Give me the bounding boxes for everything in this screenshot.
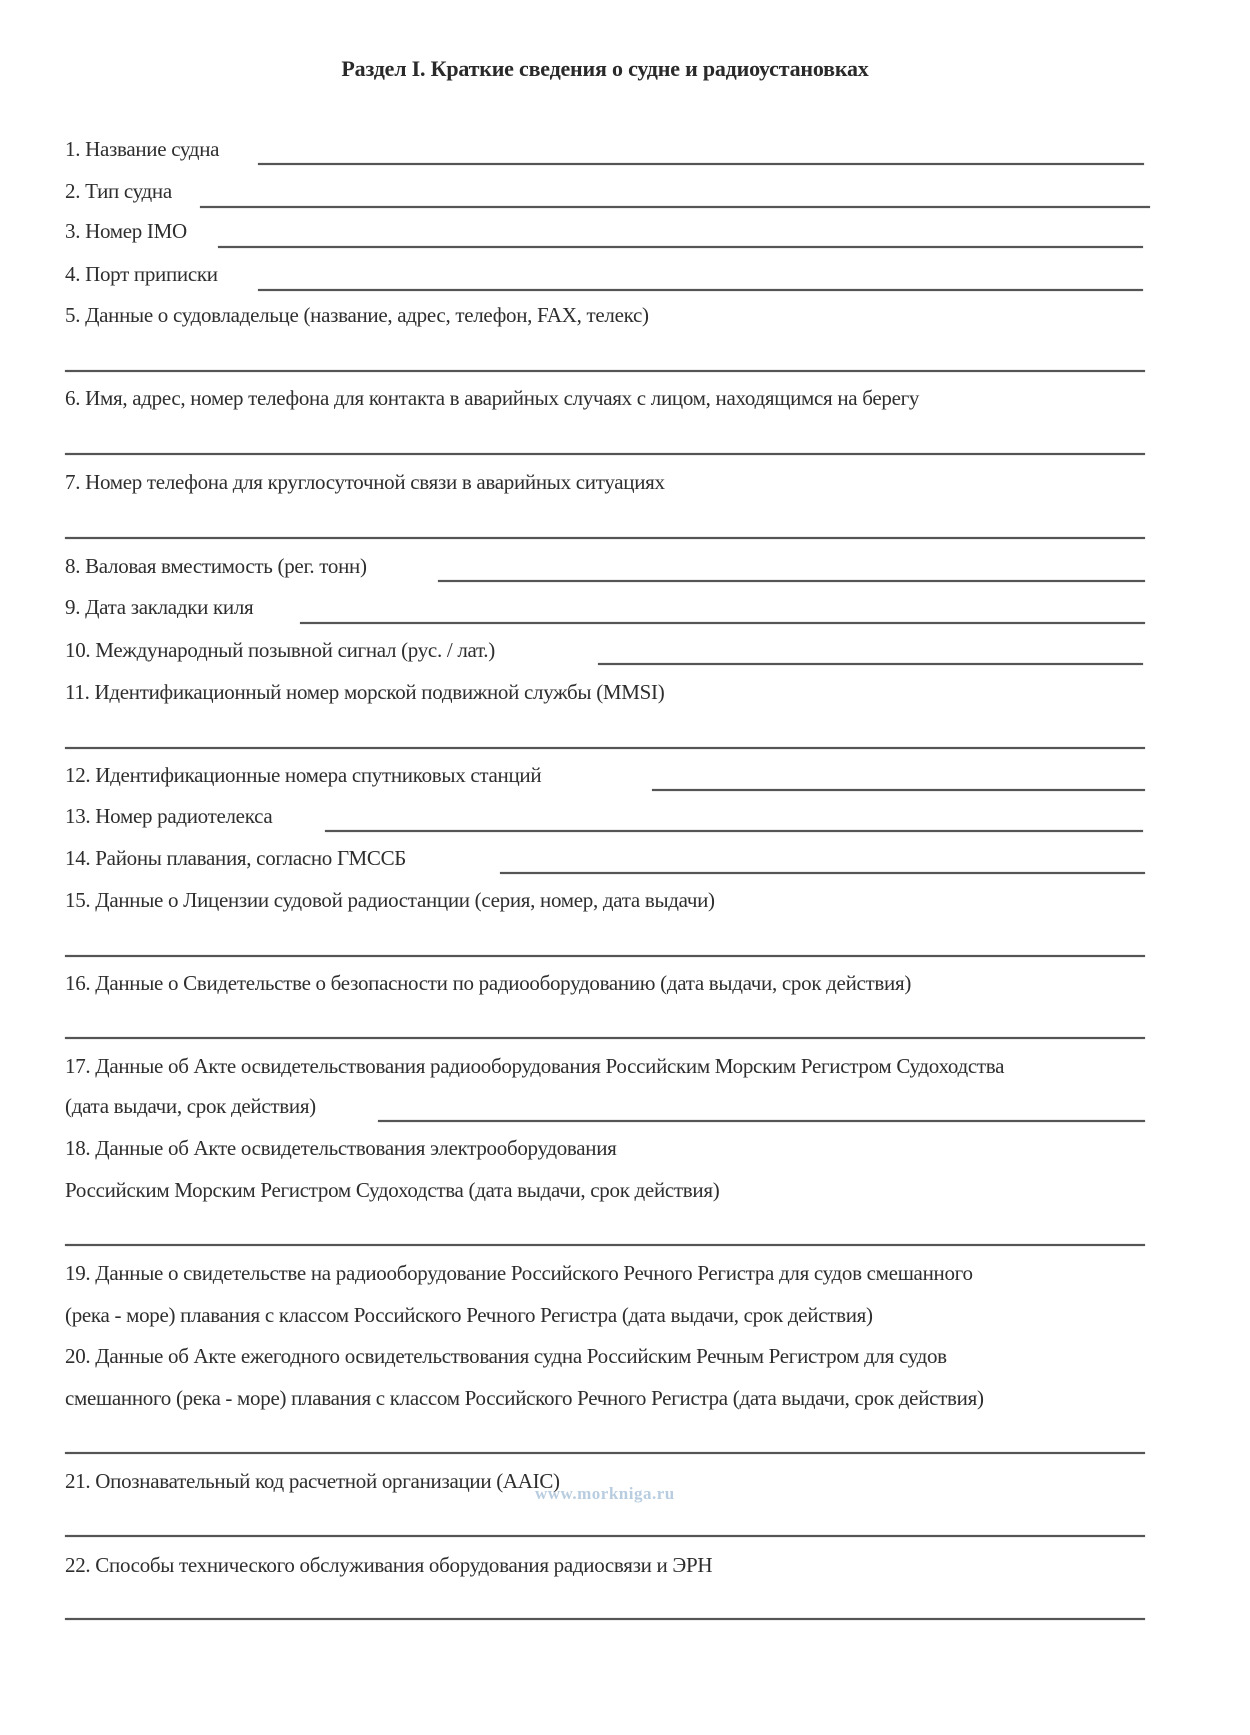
field-11-label: 11. Идентификационный номер морской подвижной службы (MMSI) xyxy=(65,680,665,704)
field-4-input-line[interactable] xyxy=(258,289,1143,291)
field-21-input-line[interactable] xyxy=(65,1535,1145,1537)
field-14-label: 14. Районы плавания, согласно ГМССБ xyxy=(65,846,407,870)
field-2-input-line[interactable] xyxy=(200,206,1150,208)
field-4-label: 4. Порт приписки xyxy=(65,262,218,286)
field-3-input-line[interactable] xyxy=(218,246,1143,248)
field-8-input-line[interactable] xyxy=(438,580,1145,582)
field-6-label: 6. Имя, адрес, номер телефона для контакта в аварийных случаях с лицом, находящимся на берегу xyxy=(65,386,920,410)
field-6-input-line[interactable] xyxy=(65,453,1145,455)
field-7-input-line[interactable] xyxy=(65,537,1145,539)
field-18-label-line1: 18. Данные об Акте освидетельствования электрооборудования xyxy=(65,1136,617,1160)
field-12-input-line[interactable] xyxy=(652,789,1145,791)
section-title: Раздел I. Краткие сведения о судне и радиоустановках xyxy=(341,56,869,81)
watermark: www.morkniga.ru xyxy=(535,1484,675,1503)
field-10-input-line[interactable] xyxy=(598,663,1143,665)
field-9-input-line[interactable] xyxy=(300,622,1145,624)
field-8-label: 8. Валовая вместимость (рег. тонн) xyxy=(65,554,367,578)
field-17-label-line2: (дата выдачи, срок действия) xyxy=(65,1094,316,1118)
field-13-label: 13. Номер радиотелекса xyxy=(65,804,273,828)
field-20-label-line1: 20. Данные об Акте ежегодного освидетельствования судна Российским Речным Регистром для судов xyxy=(65,1344,947,1368)
field-5-input-line[interactable] xyxy=(65,370,1145,372)
field-18-input-line[interactable] xyxy=(65,1244,1145,1246)
field-20-input-line[interactable] xyxy=(65,1452,1145,1454)
field-17-input-line[interactable] xyxy=(378,1120,1145,1122)
field-19-label-line2: (река - море) плавания с классом Российского Речного Регистра (дата выдачи, срок действия) xyxy=(65,1303,873,1327)
field-22-input-line[interactable] xyxy=(65,1618,1145,1620)
field-5-label: 5. Данные о судовладельце (название, адрес, телефон, FAX, телекс) xyxy=(65,303,649,327)
field-15-input-line[interactable] xyxy=(65,955,1145,957)
field-13-input-line[interactable] xyxy=(325,830,1143,832)
field-9-label: 9. Дата закладки киля xyxy=(65,595,254,619)
field-20-label-line2: смешанного (река - море) плавания с классом Российского Речного Регистра (дата выдачи, срок действия) xyxy=(65,1386,984,1410)
field-12-label: 12. Идентификационные номера спутниковых станций xyxy=(65,763,542,787)
field-7-label: 7. Номер телефона для круглосуточной связи в аварийных ситуациях xyxy=(65,470,665,494)
field-1-input-line[interactable] xyxy=(258,163,1144,165)
field-11-input-line[interactable] xyxy=(65,747,1145,749)
field-3-label: 3. Номер IMO xyxy=(65,219,187,243)
field-16-label: 16. Данные о Свидетельстве о безопасности по радиооборудованию (дата выдачи, срок действия) xyxy=(65,971,912,995)
field-18-label-line2: Российским Морским Регистром Судоходства (дата выдачи, срок действия) xyxy=(65,1178,720,1202)
field-22-label: 22. Способы технического обслуживания оборудования радиосвязи и ЭРН xyxy=(65,1553,713,1577)
field-21-label: 21. Опознавательный код расчетной организации (AAIC) xyxy=(65,1469,560,1493)
field-14-input-line[interactable] xyxy=(500,872,1145,874)
field-10-label: 10. Международный позывной сигнал (рус. / лат.) xyxy=(65,638,495,662)
field-17-label-line1: 17. Данные об Акте освидетельствования радиооборудования Российским Морским Регистром Судоходства xyxy=(65,1054,1005,1078)
field-15-label: 15. Данные о Лицензии судовой радиостанции (серия, номер, дата выдачи) xyxy=(65,888,715,912)
field-1-label: 1. Название судна xyxy=(65,137,220,161)
field-16-input-line[interactable] xyxy=(65,1037,1145,1039)
field-2-label: 2. Тип судна xyxy=(65,179,172,203)
field-19-label-line1: 19. Данные о свидетельстве на радиооборудование Российского Речного Регистра для судов смешанного xyxy=(65,1261,973,1285)
